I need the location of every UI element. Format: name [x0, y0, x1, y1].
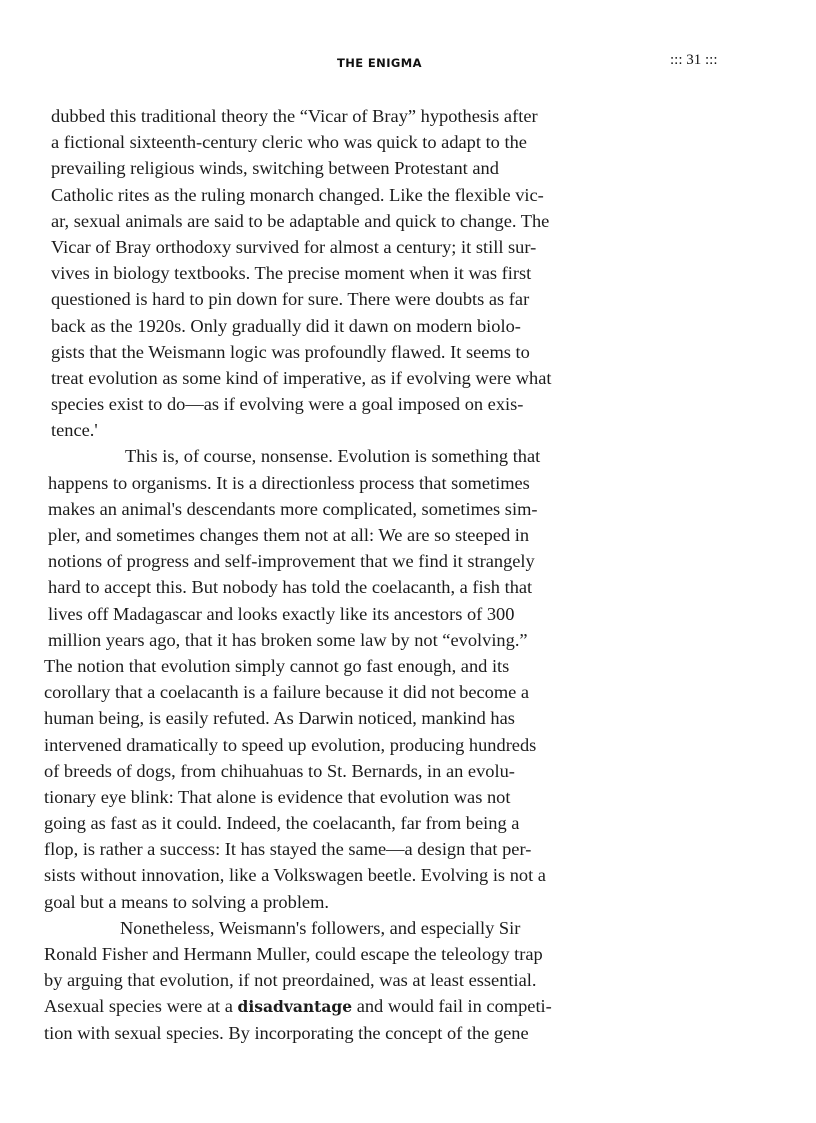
running-title: THE ENIGMA: [337, 56, 422, 70]
text-line: intervened dramatically to speed up evolution, producing hundreds: [44, 734, 537, 755]
text-line: Ronald Fisher and Hermann Muller, could escape the teleology trap: [44, 944, 543, 964]
emphasized-word: disadvantage: [237, 997, 353, 1017]
text-line: Nonetheless, Weismann's followers, and especially Sir: [120, 917, 521, 938]
text-line: The notion that evolution simply cannot go fast enough, and its: [44, 655, 510, 676]
text-line: makes an animal's descendants more complicated, sometimes sim-: [48, 498, 538, 519]
text-line: tence.': [51, 420, 98, 441]
text-line: happens to organisms. It is a directionless process that sometimes: [48, 472, 530, 493]
text-line: gists that the Weismann logic was profoundly flawed. It seems to: [51, 341, 530, 362]
text-line: pler, and sometimes changes them not at all: We are so steeped in: [48, 525, 530, 545]
text-line-segment: and would fail in competi-: [352, 996, 552, 1017]
text-line: going as fast as it could. Indeed, the coelacanth, far from being a: [44, 813, 520, 834]
text-line: prevailing religious winds, switching between Protestant and: [51, 158, 499, 179]
text-line: human being, is easily refuted. As Darwin noticed, mankind has: [44, 708, 515, 729]
text-line: dubbed this traditional theory the “Vicar of Bray” hypothesis after: [51, 106, 538, 126]
page-number: ::: 31 :::: [670, 52, 718, 68]
text-line: by arguing that evolution, if not preordained, was at least essential.: [44, 970, 537, 991]
text-line: corollary that a coelacanth is a failure because it did not become a: [44, 682, 530, 703]
text-line: ar, sexual animals are said to be adaptable and quick to change. The: [51, 210, 550, 231]
text-line: [42, 993, 742, 1019]
text-line: Catholic rites as the ruling monarch changed. Like the flexible vic-: [51, 184, 544, 205]
text-line: tionary eye blink: That alone is evidence that evolution was not: [44, 786, 511, 807]
text-line: species exist to do—as if evolving were a goal imposed on exis-: [51, 394, 524, 415]
text-line: vives in biology textbooks. The precise moment when it was first: [51, 263, 532, 284]
text-line-segment: Asexual species were at a: [44, 996, 238, 1017]
text-line: This is, of course, nonsense. Evolution is something that: [125, 446, 541, 467]
text-line: treat evolution as some kind of imperative, as if evolving were what: [51, 367, 552, 388]
text-line: sists without innovation, like a Volkswagen beetle. Evolving is not a: [44, 865, 546, 886]
text-line: notions of progress and self-improvement that we find it strangely: [48, 551, 535, 572]
text-line: of breeds of dogs, from chihuahuas to St. Bernards, in an evolu-: [44, 760, 515, 781]
text-line: questioned is hard to pin down for sure. There were doubts as far: [51, 289, 530, 310]
text-line: a fictional sixteenth-century cleric who was quick to adapt to the: [51, 132, 527, 153]
body-text: [42, 103, 742, 1046]
text-line: lives off Madagascar and looks exactly like its ancestors of 300: [48, 603, 515, 624]
text-line: Vicar of Bray orthodoxy survived for almost a century; it still sur-: [51, 236, 537, 257]
text-line: back as the 1920s. Only gradually did it dawn on modern biolo-: [51, 315, 521, 336]
text-line: million years ago, that it has broken some law by not “evolving.”: [48, 629, 528, 650]
text-line: hard to accept this. But nobody has told the coelacanth, a fish that: [48, 577, 533, 598]
text-line: goal but a means to solving a problem.: [44, 891, 330, 912]
text-line: tion with sexual species. By incorporating the concept of the gene: [44, 1022, 529, 1043]
text-line: flop, is rather a success: It has stayed the same—a design that per-: [44, 839, 532, 860]
